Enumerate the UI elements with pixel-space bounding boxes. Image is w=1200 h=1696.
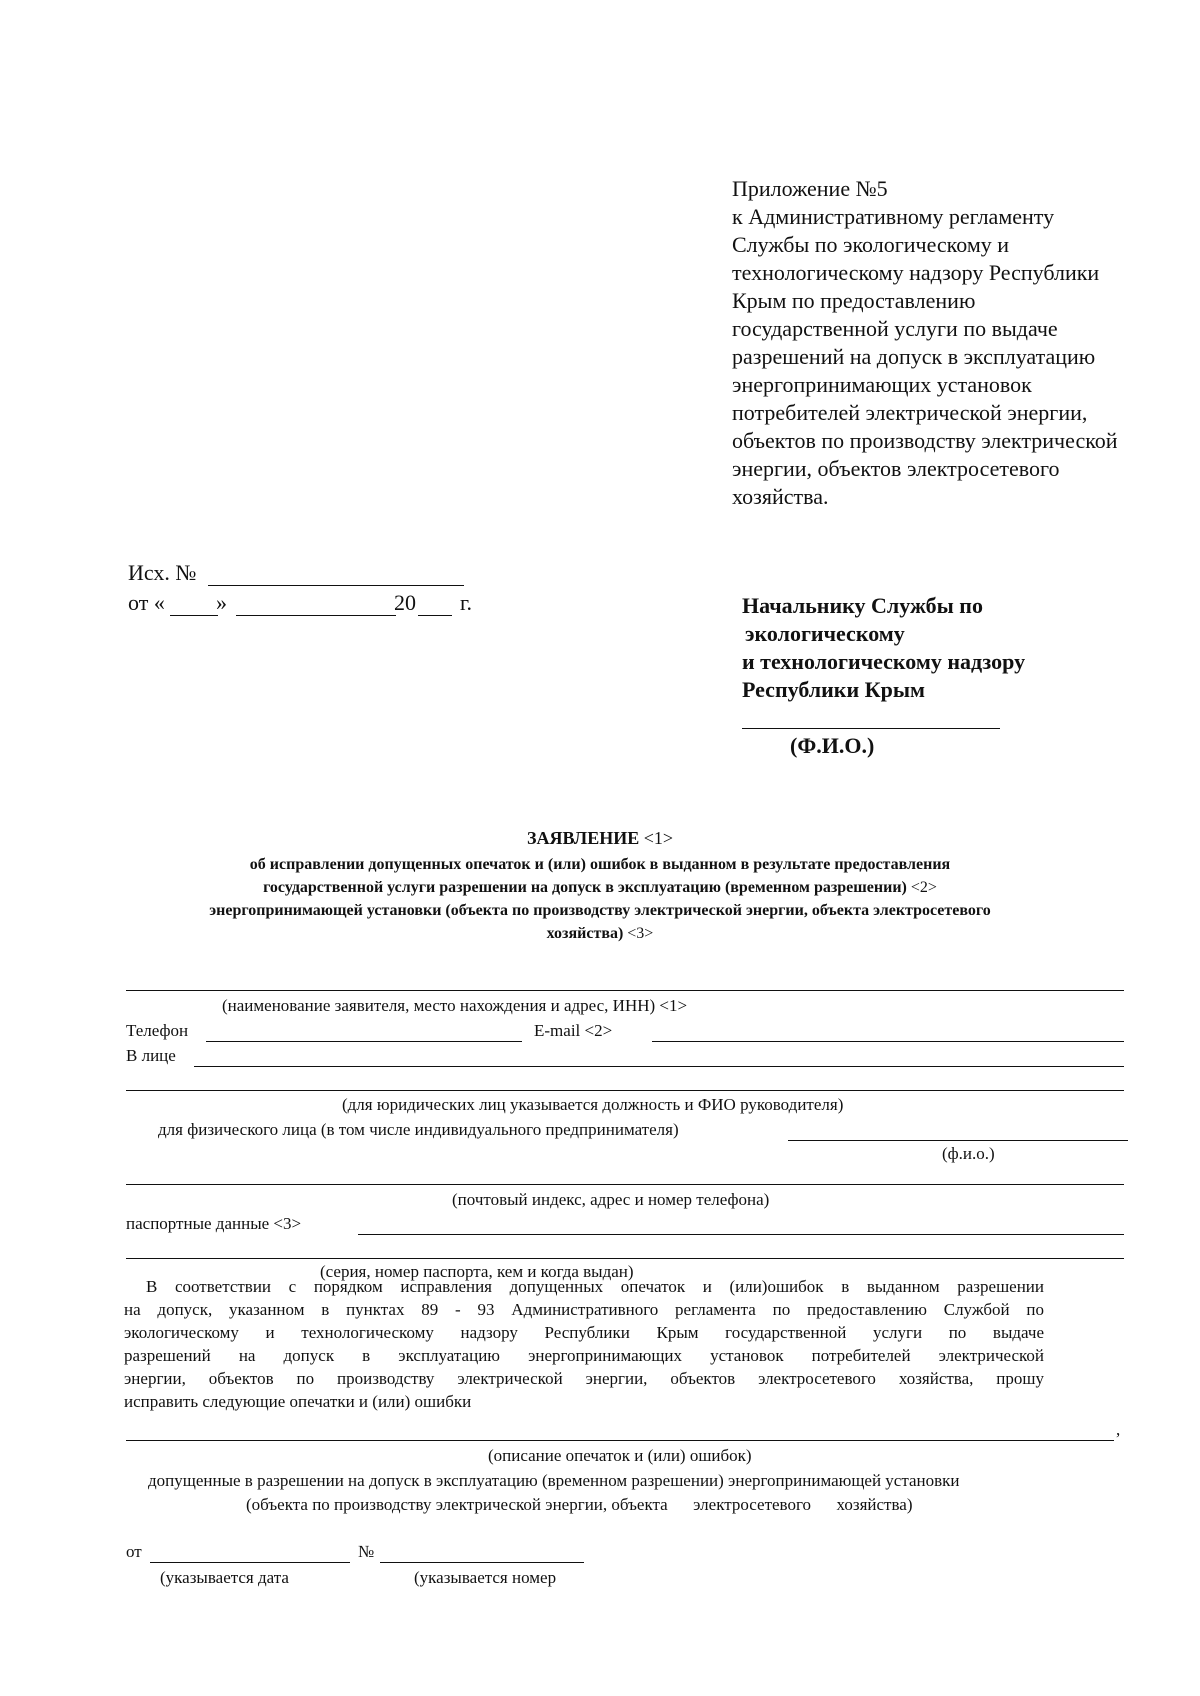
passport-field-continued[interactable] [126, 1258, 1124, 1259]
appendix-line: государственной услуги по выдаче [732, 316, 1058, 341]
appendix-line: разрешений на допуск в эксплуатацию [732, 344, 1096, 369]
body-line: разрешений на допуск в эксплуатацию энергопринимающих установок потребителей электрической [124, 1346, 1044, 1365]
body-line: энергии, объектов по производству электрической энергии, объектов электросетевого хозяйства, прошу [124, 1369, 1044, 1388]
document-title-ref: <1> [643, 828, 674, 848]
title-line-3: энергопринимающей установки (объекта по производству электрической энергии, объекта электросетевого [209, 902, 991, 919]
body-line: В соответствии с порядком исправления допущенных опечаток и (или)ошибок в выданном разрешении [146, 1277, 1044, 1296]
in-person-field-continued[interactable] [126, 1090, 1124, 1091]
title-line-4-text: хозяйства) [546, 925, 624, 942]
outgoing-date-prefix: от « [128, 590, 165, 615]
outgoing-year-prefix: 20 [394, 590, 416, 615]
body-line: на допуск, указанном в пунктах 89 - 93 Административного регламента по предоставлению Службой по [124, 1300, 1044, 1319]
phone-label: Телефон [126, 1021, 189, 1040]
individual-label: для физического лица (в том числе индивидуального предпринимателя) [158, 1120, 679, 1139]
postal-field[interactable] [126, 1184, 1124, 1185]
footer-from-label: от [126, 1542, 142, 1561]
appendix-line: энергопринимающих установок [732, 372, 1032, 397]
appendix-line: хозяйства. [732, 484, 829, 509]
phone-field[interactable] [206, 1041, 522, 1042]
outgoing-month-field[interactable] [236, 615, 396, 616]
footer-number-field[interactable] [380, 1562, 584, 1563]
errors-caption: (описание опечаток и (или) ошибок) [488, 1446, 752, 1465]
title-line-2-text: государственной услуги разрешении на допуск в эксплуатацию (временном разрешении) [263, 879, 907, 896]
legal-entity-caption: (для юридических лиц указывается должность и ФИО руководителя) [342, 1095, 844, 1114]
applicant-caption: (наименование заявителя, место нахождения и адрес, ИНН) <1> [222, 996, 688, 1015]
appendix-line: энергии, объектов электросетевого [732, 456, 1060, 481]
outgoing-number-field[interactable] [208, 585, 464, 586]
title-line-4 [0, 923, 1200, 945]
footer-number-label: № [358, 1542, 375, 1561]
passport-caption: (серия, номер паспорта, кем и когда выдан) [320, 1262, 634, 1281]
passport-field[interactable] [358, 1234, 1124, 1235]
appendix-line: Крым по предоставлению [732, 288, 976, 313]
addressee-line: и технологическому надзору [742, 649, 1026, 674]
title-line-2-ref: <2> [910, 879, 937, 896]
applicant-field[interactable] [126, 990, 1124, 991]
in-person-label: В лице [126, 1046, 176, 1065]
footer-date-caption: (указывается дата [160, 1568, 289, 1587]
title-line-1: об исправлении допущенных опечаток и (или) ошибок в выданном в результате предоставления [249, 856, 951, 873]
title-line-2 [0, 877, 1200, 899]
body-line: исправить следующие опечатки и (или) ошибки [124, 1392, 472, 1411]
addressee-line: Начальнику Службы по [742, 593, 983, 618]
email-field[interactable] [652, 1041, 1124, 1042]
addressee-fio-field[interactable] [742, 728, 1000, 729]
outgoing-year-field[interactable] [418, 615, 452, 616]
outgoing-date-close: » [216, 590, 227, 615]
outgoing-day-field[interactable] [170, 615, 218, 616]
appendix-line: Службы по экологическому и [732, 232, 1010, 257]
errors-line-1: допущенные в разрешении на допуск в эксплуатацию (временном разрешении) энергопринимающей установки [148, 1471, 960, 1490]
errors-description-field[interactable] [126, 1440, 1114, 1441]
outgoing-year-suffix: г. [460, 590, 473, 615]
appendix-line: объектов по производству электрической [732, 428, 1118, 453]
addressee-fio-caption: (Ф.И.О.) [790, 733, 875, 758]
appendix-line: к Административному регламенту [732, 204, 1055, 229]
appendix-block [732, 175, 1172, 511]
in-person-field[interactable] [194, 1066, 1124, 1067]
outgoing-number-label: Исх. № [128, 560, 197, 585]
postal-caption: (почтовый индекс, адрес и номер телефона) [452, 1190, 770, 1209]
document-title-text: ЗАЯВЛЕНИЕ [526, 828, 640, 848]
errors-line-2: (объекта по производству электрической энергии, объекта электросетевого хозяйства) [246, 1495, 913, 1514]
email-label: E-mail <2> [534, 1021, 613, 1040]
passport-label: паспортные данные <3> [126, 1214, 302, 1233]
footer-number-caption: (указывается номер [414, 1568, 557, 1587]
addressee-block [742, 592, 1025, 704]
errors-trailing-comma: , [1116, 1420, 1121, 1439]
document-title [0, 828, 1200, 849]
addressee-line: экологическому [745, 621, 905, 646]
footer-date-field[interactable] [150, 1562, 350, 1563]
appendix-line: технологическому надзору Республики [732, 260, 1100, 285]
individual-fio-caption: (ф.и.о.) [942, 1144, 995, 1163]
body-paragraph [124, 1275, 1044, 1413]
appendix-line: потребителей электрической энергии, [732, 400, 1088, 425]
addressee-line: Республики Крым [742, 677, 926, 702]
title-line-4-ref: <3> [627, 925, 654, 942]
body-line: экологическому и технологическому надзору Республики Крым государственной услуги по выдаче [124, 1323, 1044, 1342]
individual-fio-field[interactable] [788, 1140, 1128, 1141]
appendix-line: Приложение №5 [732, 176, 888, 201]
